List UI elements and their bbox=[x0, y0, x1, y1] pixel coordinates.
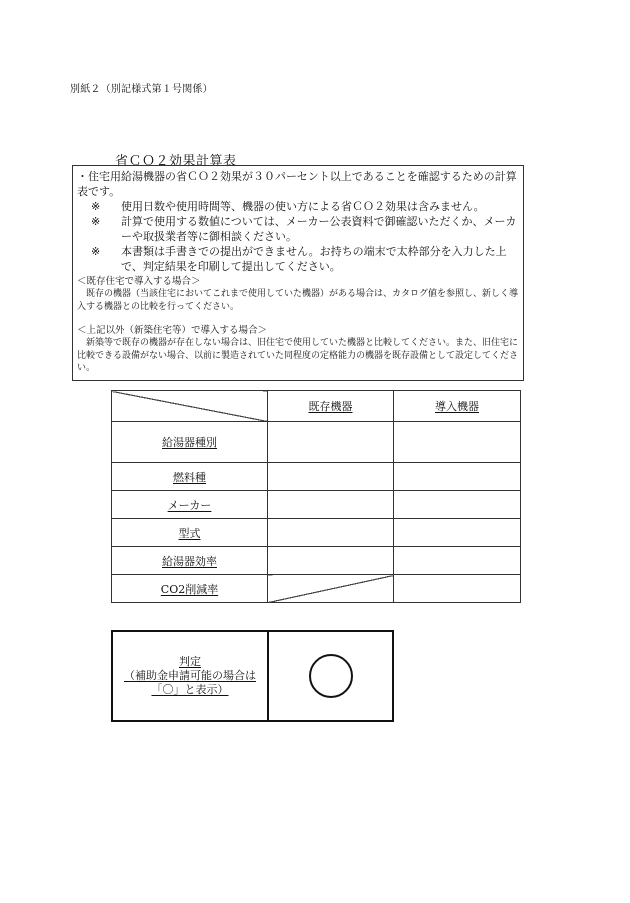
table-row bbox=[112, 547, 521, 575]
note-mark: ※ bbox=[91, 200, 101, 213]
comparison-table bbox=[111, 390, 521, 603]
header-diagonal-cell bbox=[112, 391, 268, 422]
judgement-result-cell bbox=[269, 632, 392, 720]
judgement-label-line: 判定 bbox=[179, 655, 201, 668]
existing-na-cell bbox=[268, 575, 394, 603]
row-label-cell bbox=[112, 519, 268, 547]
table-row bbox=[112, 491, 521, 519]
table-row bbox=[112, 422, 521, 463]
table-row bbox=[112, 575, 521, 603]
note-item bbox=[77, 214, 519, 244]
note-mark: ※ bbox=[91, 215, 101, 228]
existing-value-cell[interactable] bbox=[268, 491, 394, 519]
result-circle-icon bbox=[309, 654, 353, 698]
new-value-cell[interactable] bbox=[394, 422, 521, 463]
col-existing-header bbox=[268, 391, 394, 422]
row-label: 燃料種 bbox=[173, 470, 206, 484]
judgement-label bbox=[113, 632, 269, 720]
table-row bbox=[112, 519, 521, 547]
col-existing-label: 既存機器 bbox=[308, 400, 353, 413]
judgement-label-line: （補助金申請可能の場合は bbox=[124, 669, 256, 682]
col-new-label: 導入機器 bbox=[435, 400, 479, 413]
existing-value-cell[interactable] bbox=[268, 422, 394, 463]
new-value-cell[interactable] bbox=[394, 547, 521, 575]
existing-text: 既存の機器（当該住宅においてこれまで使用していた機器）がある場合は、カタログ値を参照し、新しく導入する機器との比較を行ってください。 bbox=[77, 289, 519, 312]
row-label-cell bbox=[112, 463, 268, 491]
note-mark: ※ bbox=[91, 245, 101, 258]
new-value-cell[interactable] bbox=[394, 491, 521, 519]
row-label: 給湯器種別 bbox=[162, 436, 217, 449]
form-reference: 別紙２（別記様式第１号関係） bbox=[70, 84, 213, 95]
new-value-cell[interactable] bbox=[394, 575, 521, 603]
document-title: 省ＣＯ２効果計算表 bbox=[115, 154, 237, 169]
notice-main-text: ・住宅用給湯機器の省ＣＯ２効果が３０パーセント以上であることを確認するための計算表です。 bbox=[77, 170, 517, 198]
col-new-header bbox=[394, 391, 521, 422]
note-text: 計算で使用する数値については、メーカー公表資料で御確認いただくか、メーカーや取扱業者等に御相談ください。 bbox=[121, 215, 517, 243]
row-label: 型式 bbox=[178, 526, 201, 540]
row-label: 給湯器効率 bbox=[162, 554, 217, 568]
row-label-cell bbox=[112, 575, 268, 603]
notice-box bbox=[72, 165, 524, 381]
table-header-row bbox=[112, 391, 521, 422]
existing-value-cell[interactable] bbox=[268, 547, 394, 575]
existing-value-cell[interactable] bbox=[268, 519, 394, 547]
row-label: CO2削減率 bbox=[160, 582, 219, 596]
other-text: 新築等で既存の機器が存在しない場合は、旧住宅で使用していた機器と比較してください。また、旧住宅に比較できる設備がない場合、以前に製造されていた同程度の定格能力の機器を既存設備として設定してください。 bbox=[77, 338, 519, 373]
judgement-label-line: 「〇」と表示） bbox=[151, 683, 229, 696]
judgement-box bbox=[111, 630, 394, 722]
note-text: 本書類は手書きでの提出ができません。お持ちの端末で太枠部分を入力した上で、判定結果を印刷して提出してください。 bbox=[121, 245, 507, 273]
row-label: メーカー bbox=[167, 498, 212, 512]
existing-value-cell[interactable] bbox=[268, 463, 394, 491]
table-row bbox=[112, 463, 521, 491]
row-label-cell bbox=[112, 491, 268, 519]
row-label-cell bbox=[112, 422, 268, 463]
note-item bbox=[77, 244, 519, 274]
existing-heading: ＜既存住宅で導入する場合＞ bbox=[77, 276, 201, 287]
row-label-cell bbox=[112, 547, 268, 575]
note-text: 使用日数や使用時間等、機器の使い方による省ＣＯ２効果は含みません。 bbox=[121, 200, 485, 213]
new-value-cell[interactable] bbox=[394, 463, 521, 491]
new-value-cell[interactable] bbox=[394, 519, 521, 547]
note-item bbox=[77, 199, 519, 214]
other-heading: ＜上記以外（新築住宅等）で導入する場合＞ bbox=[77, 325, 268, 336]
